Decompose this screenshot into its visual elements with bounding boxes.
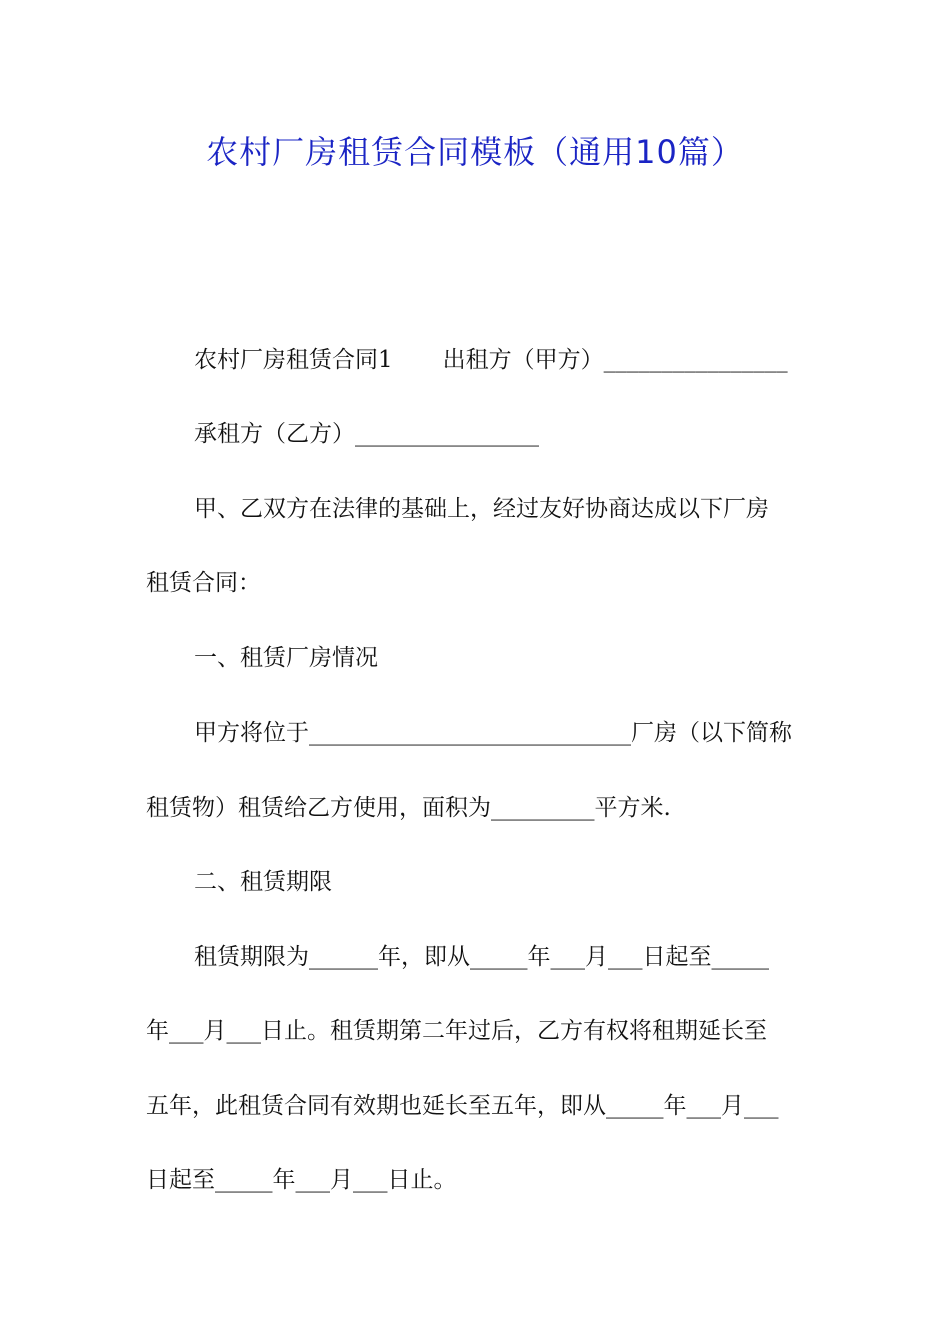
lessor-field: 出租方（甲方）________________: [442, 347, 788, 373]
paragraph-line: 五年，此租赁合同有效期也延长至五年，即从_____年___月___: [146, 1093, 779, 1119]
paragraph-line: 日起至_____年___月___日止。: [146, 1167, 457, 1193]
paragraph-line: 甲方将位于____________________________厂房（以下简称: [194, 720, 792, 746]
contract-number-label: 农村厂房租赁合同1: [194, 347, 393, 373]
document-title: 农村厂房租赁合同模板（通用10篇）: [206, 133, 744, 171]
section-heading: 二、租赁期限: [194, 869, 332, 895]
contract-heading-line: [194, 344, 788, 376]
paragraph-line: 租赁期限为______年，即从_____年___月___日起至_____: [194, 944, 769, 970]
paragraph-line: 租赁合同：: [146, 570, 261, 596]
section-heading: 一、租赁厂房情况: [194, 645, 378, 671]
paragraph-line: 甲、乙双方在法律的基础上，经过友好协商达成以下厂房: [194, 496, 769, 522]
paragraph-line: 租赁物）租赁给乙方使用，面积为_________平方米.: [146, 795, 671, 821]
lessee-field: 承租方（乙方）________________: [194, 421, 539, 447]
paragraph-line: 年___月___日止。租赁期第二年过后，乙方有权将租期延长至: [146, 1018, 767, 1044]
